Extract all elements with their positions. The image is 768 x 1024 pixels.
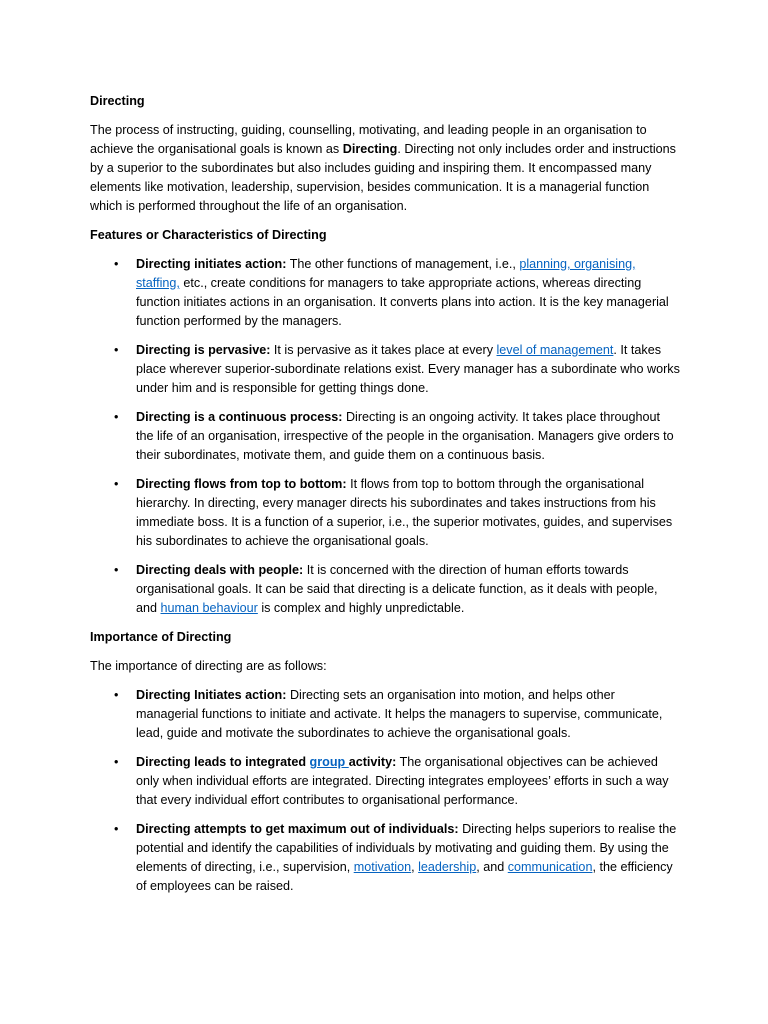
level-of-management-link[interactable]: level of management (496, 343, 614, 357)
list-item: • Directing Initiates action: Directing sets an organisation into motion, and helps other managerial functions to initiate and activate. It helps the managers to supervise, communicate, lead, guide and motivate the subordinates to achieve the organisational goals. (114, 688, 663, 740)
list-item: • Directing is pervasive: It is pervasive as it takes place at every level of management. It takes place wherever superior-subordinate relations exist. Every manager has a subordinate who works under him and is responsible for getting things done. (114, 343, 680, 395)
bullet-icon: • (114, 822, 119, 836)
list-item: • Directing attempts to get maximum out of individuals: Directing helps superiors to realise the potential and identify the capabilities of individuals by motivating and guiding them. By using the elements of directing, i.e., supervision, motivation, leadership, and communication, the efficiency of employees can be raised. (114, 822, 677, 893)
importance-intro: The importance of directing are as follows: (90, 659, 327, 673)
list-item: • Directing leads to integrated group activity: The organisational objectives can be achieved only when individual efforts are integrated. Directing integrates employees’ efforts in such a way that every individual effort contributes to organisational performance. (114, 755, 669, 807)
document-page (90, 92, 680, 906)
page-title: Directing (90, 94, 145, 108)
communication-link[interactable]: communication (507, 860, 593, 874)
motivation-link[interactable]: motivation (353, 860, 412, 874)
importance-heading: Importance of Directing (90, 630, 232, 644)
features-heading: Features or Characteristics of Directing (90, 228, 327, 242)
bullet-icon: • (114, 477, 119, 491)
intro-paragraph: The process of instructing, guiding, counselling, motivating, and leading people in an organisation to achieve the organisational goals is known as Directing. Directing not only includes order and instructions by a superior to the subordinates but also includes guiding and inspiring them. It encompassed many elements like motivation, leadership, supervision, besides communication. It is a managerial function which is performed throughout the life of an organisation. (90, 123, 676, 213)
planning-organising-staffing-link[interactable]: planning, organising, staffing, (136, 257, 636, 290)
bullet-icon: • (114, 688, 119, 702)
bullet-icon: • (114, 257, 119, 271)
importance-list (90, 686, 680, 896)
group-link[interactable]: group (309, 755, 349, 769)
list-item: • Directing initiates action: The other functions of management, i.e., planning, organising, staffing, etc., create conditions for managers to take appropriate actions, whereas directing function initiates actions in an organisation. It converts plans into action. It is the key managerial function performed by the managers. (114, 257, 669, 328)
bullet-icon: • (114, 755, 119, 769)
bullet-icon: • (114, 343, 119, 357)
list-item: • Directing flows from top to bottom: It flows from top to bottom through the organisational hierarchy. In directing, every manager directs his subordinates and takes instructions from his immediate boss. It is a function of a superior, i.e., the superior motivates, guides, and supervises his subordinates to achieve the organisational goals. (114, 477, 673, 548)
bullet-icon: • (114, 410, 119, 424)
bullet-icon: • (114, 563, 119, 577)
features-list (90, 255, 680, 618)
human-behaviour-link[interactable]: human behaviour (160, 601, 258, 615)
leadership-link[interactable]: leadership (418, 860, 477, 874)
list-item: • Directing is a continuous process: Directing is an ongoing activity. It takes place throughout the life of an organisation, irrespective of the people in the organisation. Managers give orders to their subordinates, motivate them, and guide them on a continuous basis. (114, 410, 674, 462)
list-item: • Directing deals with people: It is concerned with the direction of human efforts towards organisational goals. It can be said that directing is a delicate function, as it deals with people, and human behaviour is complex and highly unpredictable. (114, 563, 658, 615)
